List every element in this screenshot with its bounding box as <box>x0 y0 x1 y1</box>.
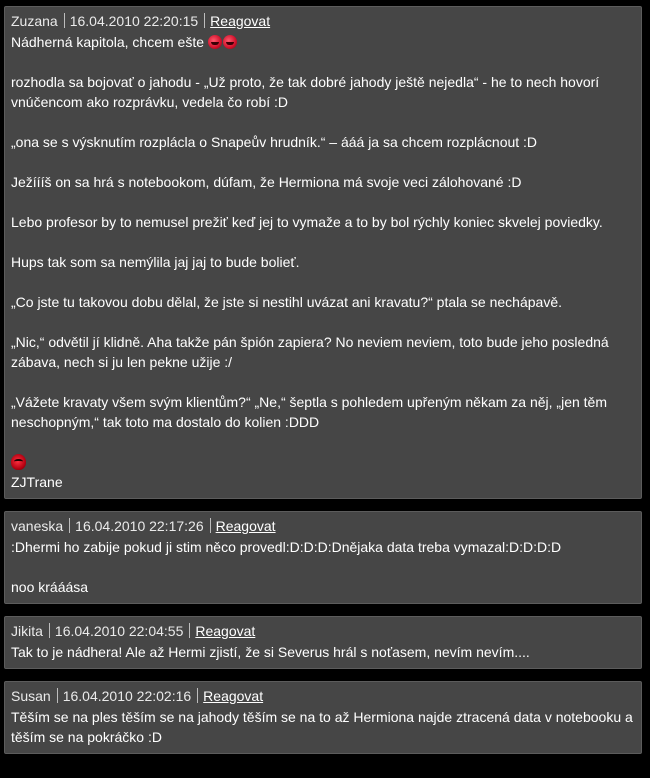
comment-header <box>11 11 635 31</box>
comment-body <box>11 707 635 747</box>
comment-header <box>11 516 635 536</box>
reply-link[interactable]: Reagovat <box>215 518 276 534</box>
divider <box>64 13 65 28</box>
divider <box>210 518 211 533</box>
comment-paragraph: Hups tak som sa nemýlila jaj jaj to bude bolieť. <box>11 254 300 270</box>
comment-paragraph: Lebo profesor by to nemusel prežiť keď jej to vymaže a to by bol rýchly koniec skvelej poviedky. <box>11 214 603 230</box>
comment <box>4 616 642 669</box>
comment-author: Jikita <box>11 623 43 639</box>
comment-paragraph: „ona se s výsknutím rozplácla o Snapeův hrudník.“ – ááá ja sa chcem rozplácnout :D <box>11 134 538 150</box>
comment-body <box>11 32 635 492</box>
comment-paragraph: noo krááása <box>11 579 89 595</box>
comment-author: vaneska <box>11 518 64 534</box>
comment-paragraph: Ježíííš on sa hrá s notebookom, dúfam, že Hermiona má svoje veci zálohované :D <box>11 174 522 190</box>
comment <box>4 511 642 604</box>
kiss-emoticon-icon <box>223 35 237 49</box>
paragraph-text: Nádherná kapitola, chcem ešte <box>11 34 204 50</box>
comment-date: 16.04.2010 22:02:16 <box>62 688 192 704</box>
divider <box>57 688 58 703</box>
comment-body <box>11 642 635 662</box>
reply-link[interactable]: Reagovat <box>195 623 256 639</box>
comment-paragraph: :Dhermi ho zabije pokud ji stim něco provedl:D:D:D:Dnějaka data treba vymazal:D:D:D:D <box>11 539 562 555</box>
comment-author: Susan <box>11 688 51 704</box>
comment <box>4 681 642 754</box>
kiss-emoticon-icon <box>208 35 222 49</box>
divider <box>189 623 190 638</box>
comment-header <box>11 621 635 641</box>
divider <box>69 518 70 533</box>
comment-paragraph: Těším se na ples těším se na jahody těším se na to až Hermiona najde ztracená data v notebooku a těším se na pokráčko :D <box>11 709 633 745</box>
comment <box>4 6 642 499</box>
comment-date: 16.04.2010 22:20:15 <box>69 13 199 29</box>
comment-body <box>11 537 635 597</box>
comment-paragraph: „Nic,“ odvětil jí klidně. Aha takže pán špión zapiera? No neviem neviem, toto bude jeho posledná zábava, nech si ju len pekne užije :/ <box>11 334 609 370</box>
divider <box>49 623 50 638</box>
comment-paragraph: „Co jste tu takovou dobu dělal, že jste si nestihl uvázat ani kravatu?“ ptala se nechápavě. <box>11 294 562 310</box>
signature: ZJTrane <box>11 474 63 490</box>
signature-block <box>11 452 635 492</box>
comment-paragraph: „Vážete kravaty všem svým klientům?“ „Ne,“ šeptla s pohledem upřeným někam za něj, „jen těm neschopným,“ tak toto ma dostalo do kolien :DDD <box>11 394 608 430</box>
comment-paragraph: rozhodla sa bojovať o jahodu - „Už proto, že tak dobré jahody ještě nejedla“ - he to nech hovorí vnúčencom ako rozprávku, vedela čo robí :D <box>11 74 600 110</box>
comment-date: 16.04.2010 22:17:26 <box>75 518 204 534</box>
comment-date: 16.04.2010 22:04:55 <box>54 623 184 639</box>
devil-emoticon-icon <box>11 454 26 470</box>
reply-link[interactable]: Reagovat <box>210 13 271 29</box>
divider <box>197 688 198 703</box>
comment-author: Zuzana <box>11 13 58 29</box>
divider <box>204 13 205 28</box>
comment-header <box>11 686 635 706</box>
reply-link[interactable]: Reagovat <box>203 688 264 704</box>
comment-paragraph: Tak to je nádhera! Ale až Hermi zjistí, že si Severus hrál s noťasem, nevím nevím.... <box>11 644 530 660</box>
comment-paragraph <box>11 32 635 52</box>
